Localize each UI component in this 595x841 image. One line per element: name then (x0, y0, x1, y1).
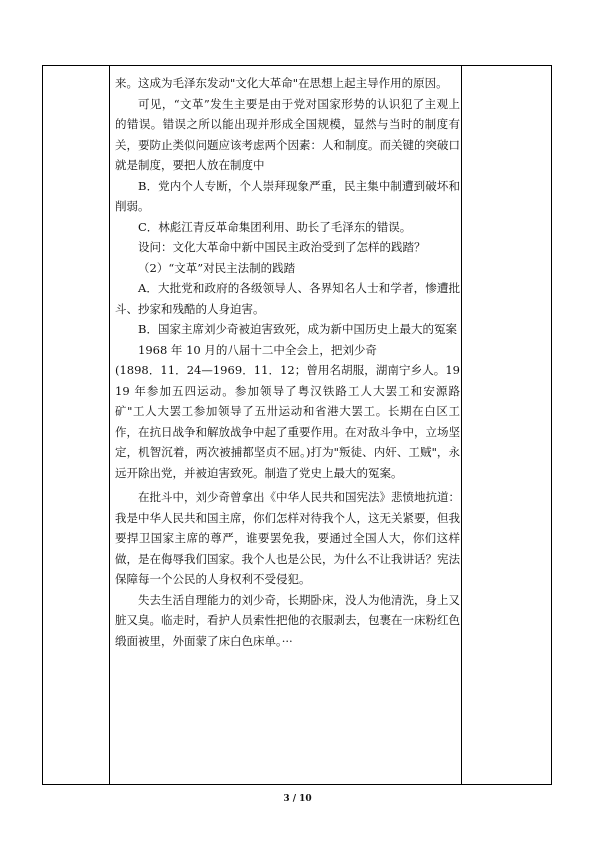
paragraph-final-days: 失去生活自理能力的刘少奇，长期卧床，没人为他清洗，身上又脏又臭。临走时，看护人员索性把他的衣服剥去，包裹在一床粉红色缎面被里，外面蒙了床白色床单。··· (115, 592, 460, 648)
paragraph-point-a-persecution: A．大批党和政府的各级领导人、各界知名人士和学者，惨遭批斗、抄家和残酷的人身迫害。 (115, 281, 460, 316)
paragraph-plenum-1968: 1968 年 10 月的八届十二中全会上，把刘少奇 (138, 342, 377, 357)
paragraph-point-b-liu-shaoqi: B．国家主席刘少奇被迫害致死，成为新中国历史上最大的冤案 (138, 322, 457, 336)
paragraph-liu-biography: (1898．11．24—1969．11．12；曾用名胡服，湖南宁乡人。1919 年参加五四运动。参加领导了粤汉铁路工人大罢工和安源路矿"工人大罢工参加领导了五卅运动和省港大罢工。长期在白区工作，在抗日战争和解放战争中起了重要作用。在对敌斗争中，立场坚定，机智沉着，两次被捕都坚贞不屈。)打为"叛徒、内奸、工贼"，永远开除出党，并被迫害致死。制造了党史上最大的冤案。 (115, 363, 460, 480)
paragraph-cultural-revolution-cause: 来。这成为毛泽东发动"文化大革命"在思想上起主导作用的原因。 (115, 76, 448, 90)
paragraph-question: 设问：文化大革命中新中国民主政治受到了怎样的践踏？ (138, 240, 426, 254)
section-heading-democracy-legal: （2）“文革”对民主法制的践踏 (138, 260, 296, 275)
lesson-content (115, 73, 460, 651)
table-right-column-divider (461, 66, 462, 784)
paragraph-constitution-protest: 在批斗中，刘少奇曾拿出《中华人民共和国宪法》悲愤地抗道：我是中华人民共和国主席，你们怎样对待我个人，这无关紧要，但我要捍卫国家主席的尊严，谁要罢免我，要通过全国人大，你们这样做，是在侮辱我们国家。我个人也是公民，为什么不让我讲话？宪法保障每一个公民的人身权利不受侵犯。 (115, 490, 460, 586)
page-number: 3 / 10 (283, 794, 312, 804)
paragraph-point-c: C．林彪江青反革命集团利用、助长了毛泽东的错误。 (138, 219, 412, 234)
paragraph-conclusion: 可见，“文革”发生主要是由于党对国家形势的认识犯了主观上的错误。错误之所以能出现并形成全国规模，显然与当时的制度有关，要防止类似问题应该考虑两个因素：人和制度。而关键的突破口就是制度，要把人放在制度中 (115, 96, 460, 172)
table-left-column-divider (109, 66, 110, 784)
paragraph-point-b: B．党内个人专断，个人崇拜现象严重，民主集中制遭到破坏和削弱。 (115, 178, 460, 213)
